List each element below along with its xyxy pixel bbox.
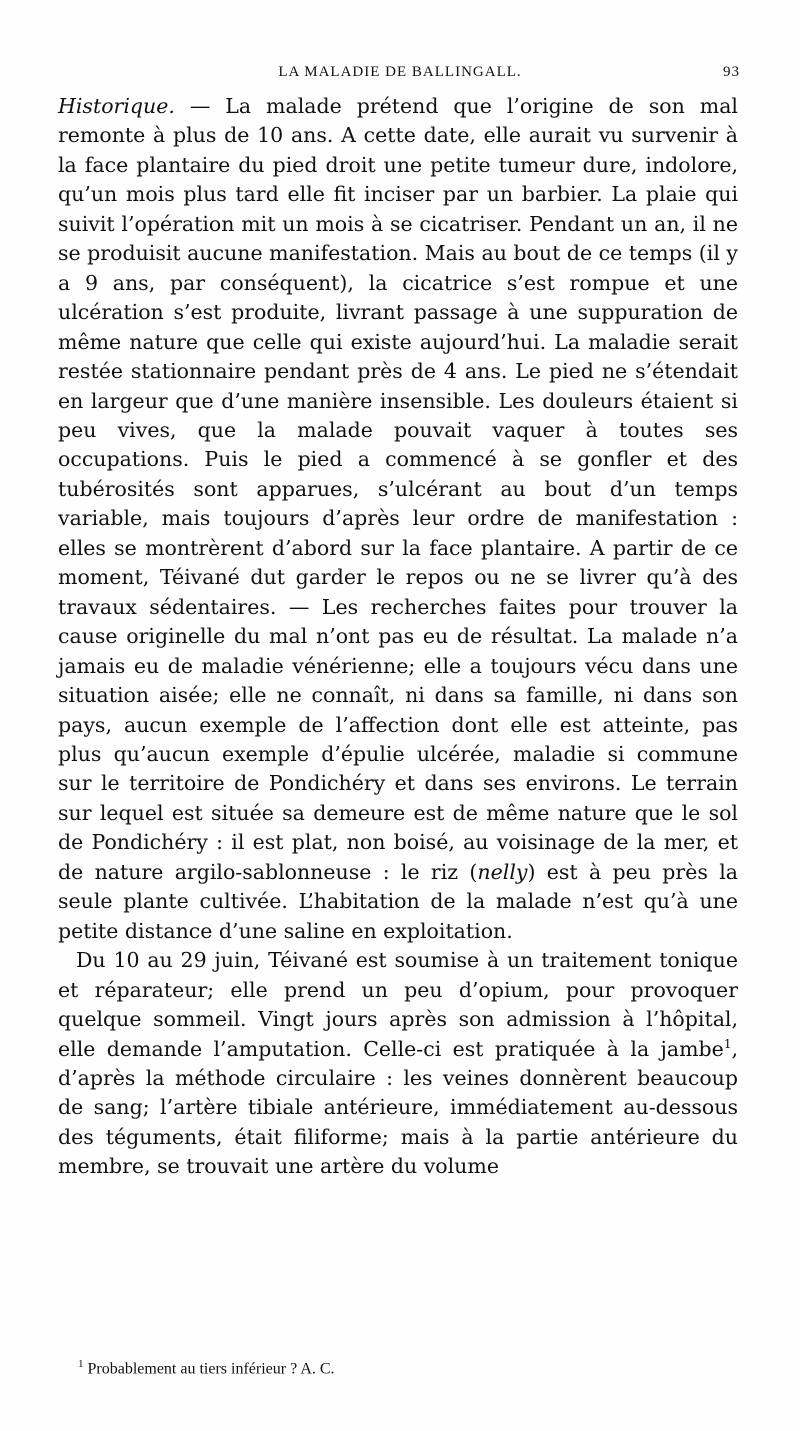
paragraph-text-tail: ) est à peu près la seule plante cultivée. L’habitation de la malade n’est qu’à une petite distance d’une saline en exploitation. xyxy=(58,859,738,943)
paragraph-text: Du 10 au 29 juin, Téivané est soumise à un traitement tonique et réparateur; elle prend un peu d’opium, pour provoquer quelque sommeil. Vingt jours après son admission à l’hôpital, elle demande l’amputation. Celle-ci est pratiquée à la jambe xyxy=(58,948,738,1061)
footnote-marker: 1 xyxy=(78,1358,84,1370)
running-title: LA MALADIE DE BALLINGALL. xyxy=(278,64,522,80)
body-text xyxy=(58,92,738,1182)
italic-term: nelly xyxy=(477,859,528,884)
paragraph-text: — La malade prétend que l’origine de son mal remonte à plus de 10 ans. A cette date, elle aurait vu survenir à la face plantaire du pied droit une petite tumeur dure, indolore, qu’un mois plus tard elle fit inciser par un barbier. La plaie qui suivit l’opération mit un mois à se cicatriser. Pendant un an, il ne se produisit aucune manifestation. Mais au bout de ce temps (il y a 9 ans, par conséquent), la cicatrice s’est rompue et une ulcération s’est produite, livrant passage à une suppuration de même nature que celle qui existe aujourd’hui. La maladie serait restée stationnaire pendant près de 4 ans. Le pied ne s’étendait en largeur que d’une manière insensible. Les douleurs étaient si peu vives, que la malade pouvait vaquer à toutes ses occupations. Puis le pied a commencé à se gonfler et des tubérosités sont apparues, s’ulcérant au bout d’un temps variable, mais toujours d’après leur ordre de manifestation : elles se montrèrent d’abord sur la face plantaire. A partir de ce moment, Téivané dut garder le repos ou ne se livrer qu’à des travaux sédentaires. — Les recherches faites pour trouver la cause originelle du mal n’ont pas eu de résultat. La malade n’a jamais eu de maladie vénérienne; elle a toujours vécu dans une situation aisée; elle ne connaît, ni dans sa famille, ni dans son pays, aucun exemple de l’affection dont elle est atteinte, pas plus qu’aucun exemple d’épulie ulcérée, maladie si commune sur le territoire de Pondichéry et dans ses environs. Le terrain sur lequel est située sa demeure est de même nature que le sol de Pondichéry : il est plat, non boisé, au voisinage de la mer, et de nature argilo-sablonneuse : le riz ( xyxy=(58,94,738,884)
footnote xyxy=(78,1354,758,1379)
page-number: 93 xyxy=(723,64,740,80)
footnote-reference: 1 xyxy=(723,1036,732,1051)
paragraph-historique xyxy=(58,92,738,946)
paragraph-treatment xyxy=(58,946,738,1182)
section-heading: Historique. xyxy=(58,94,175,118)
paragraph-text-continued: , d’après la méthode circulaire : les veines donnèrent beaucoup de sang; l’artère tibiale antérieure, immédiatement au-dessous des téguments, était filiforme; mais à la partie antérieure du membre, se trouvait une artère du volume xyxy=(58,1036,738,1179)
footnote-text: Probablement au tiers inférieur ? A. C. xyxy=(87,1360,335,1378)
running-head xyxy=(60,64,740,88)
